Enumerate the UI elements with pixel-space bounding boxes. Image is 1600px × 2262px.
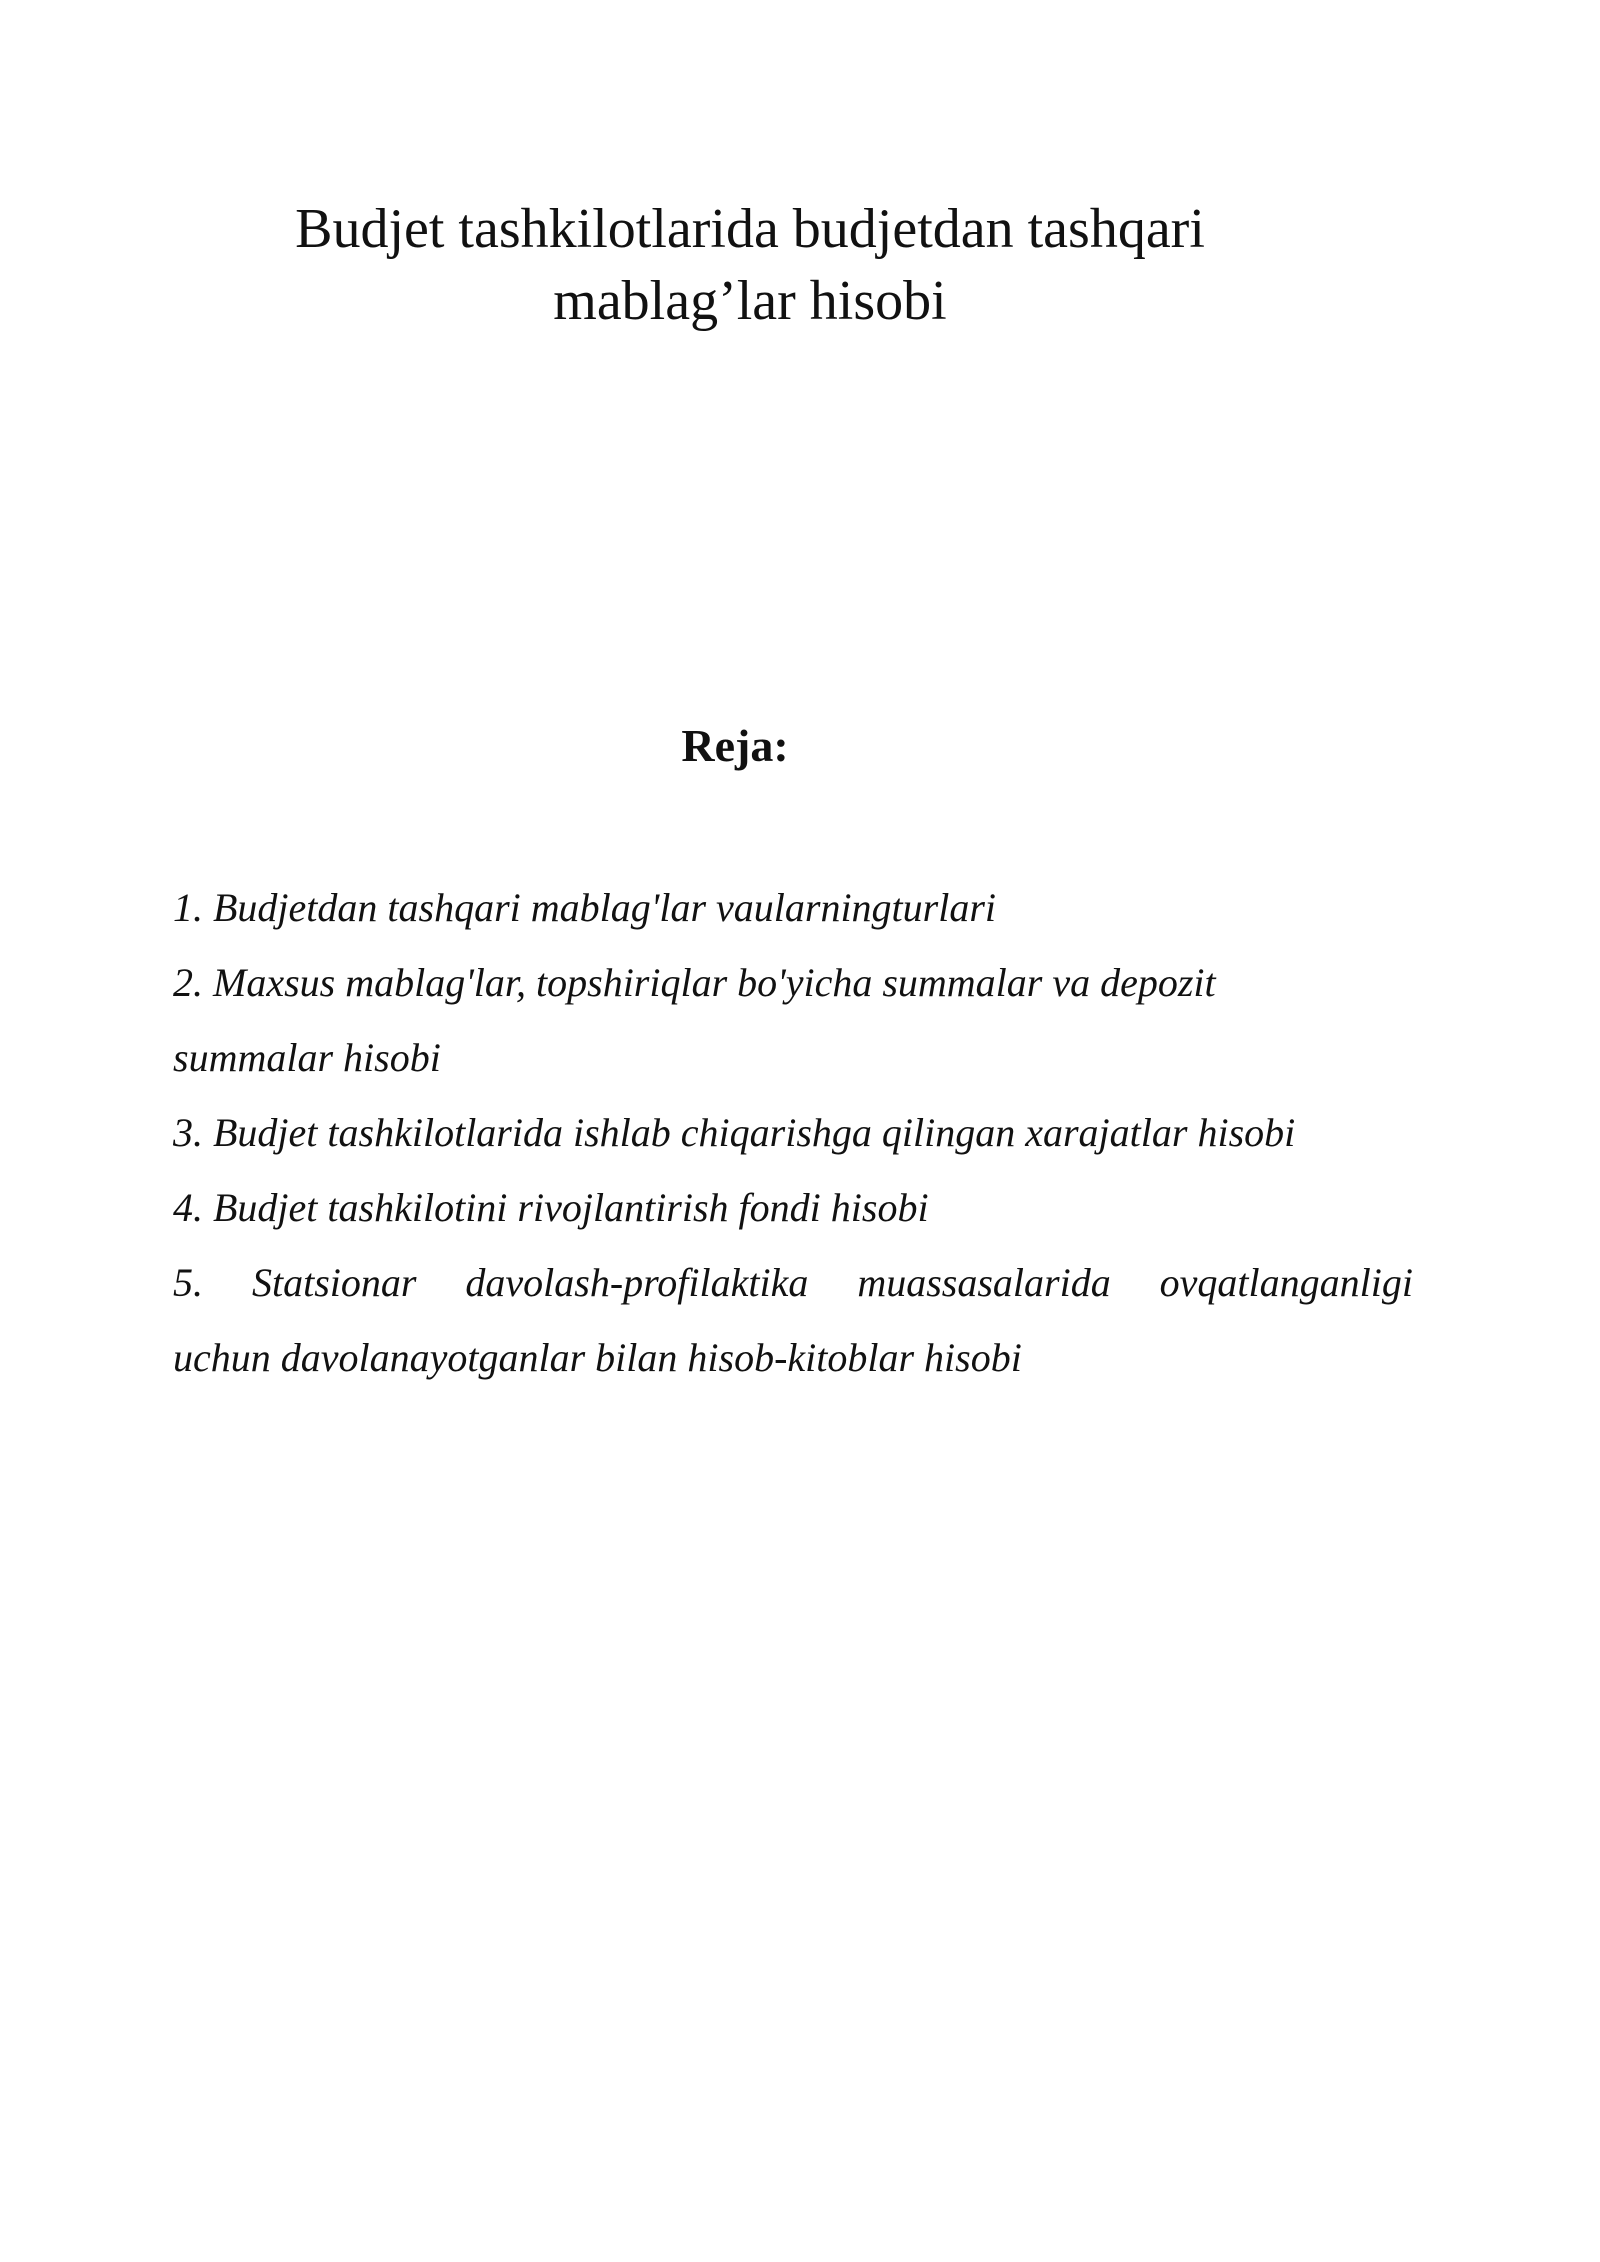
plan-item-5-line-1: [173, 1245, 1413, 1320]
plan-item-4: 4. Budjet tashkilotini rivojlantirish fondi hisobi: [173, 1185, 929, 1230]
plan-item-3: 3. Budjet tashkilotlarida ishlab chiqarishga qilingan xarajatlar hisobi: [173, 1110, 1296, 1155]
plan-word: muassasalarida: [857, 1260, 1111, 1305]
plan-item-2-line-2: summalar hisobi: [173, 1035, 441, 1080]
plan-item-2-line-1: 2. Maxsus mablag'lar, topshiriqlar bo'yicha summalar va depozit: [173, 960, 1216, 1005]
document-title-line-2: mablag’lar hisobi: [553, 270, 947, 332]
document-title-line-1: Budjet tashkilotlarida budjetdan tashqari: [295, 198, 1205, 260]
plan-word: 5.: [173, 1260, 203, 1305]
plan-item-5-line-2: uchun davolanayotganlar bilan hisob-kitoblar hisobi: [173, 1335, 1022, 1380]
plan-word: ovqatlanganligi: [1159, 1260, 1413, 1305]
plan-heading: Reja:: [681, 720, 789, 771]
plan-list: [173, 870, 1413, 1395]
plan-word: davolash-profilaktika: [465, 1260, 809, 1305]
plan-item-1: 1. Budjetdan tashqari mablag'lar vaularningturlari: [173, 885, 997, 930]
plan-word: Statsionar: [251, 1260, 417, 1305]
